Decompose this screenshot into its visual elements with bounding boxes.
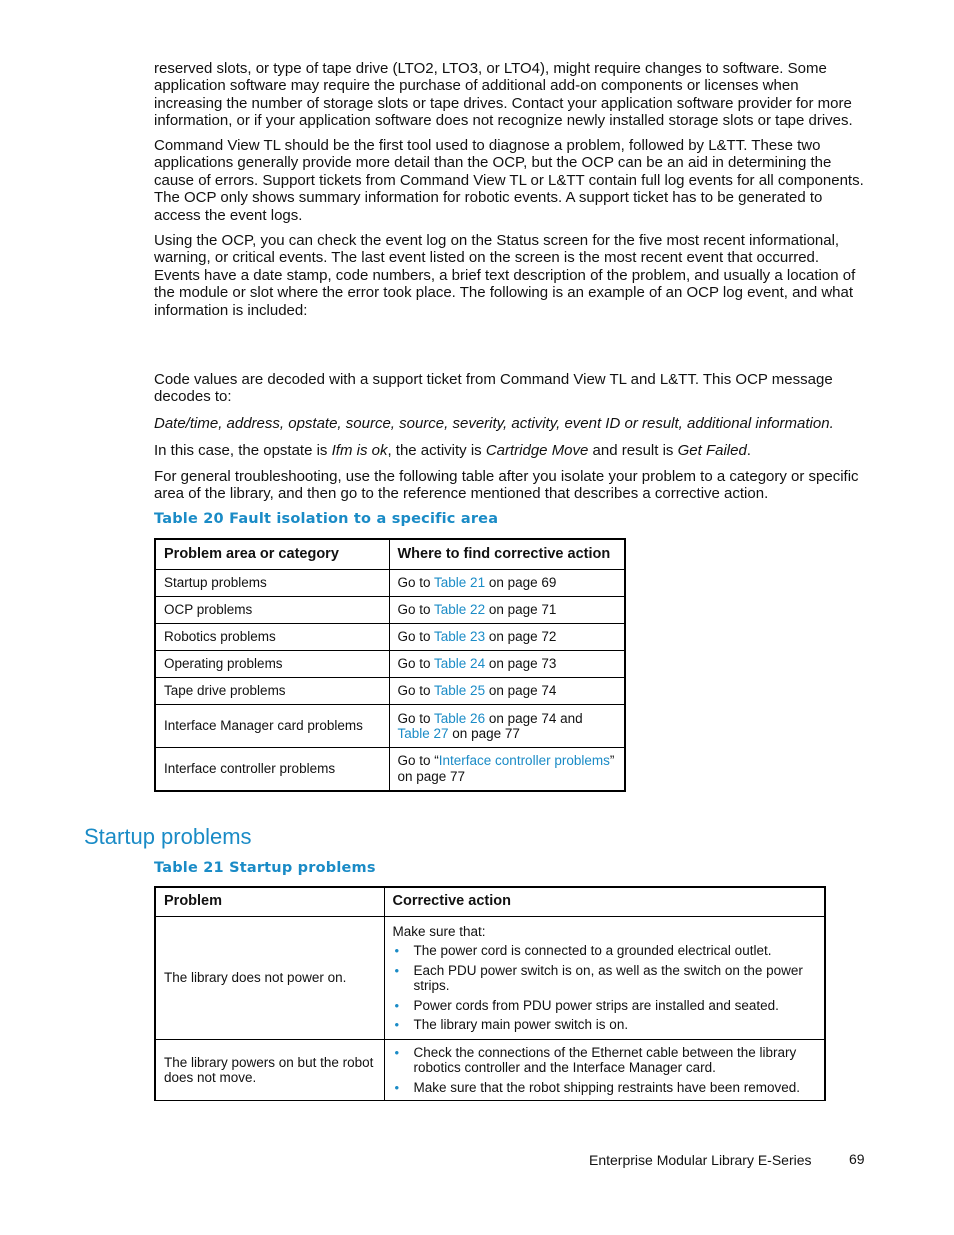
bullet-icon: • (394, 997, 400, 1013)
footer-document-title: Enterprise Modular Library E-Series (589, 1152, 812, 1168)
link-table-23[interactable]: Table 23 (434, 629, 486, 645)
header-problem: Problem (155, 887, 384, 917)
paragraph-software-changes: reserved slots, or type of tape drive (LTO2, LTO3, or LTO4), might require changes to software. Some application software may require the purchase of additional add-on components or licenses when increasing the number of storage slots or tape drives. Contact your application software provider for more information, or if your application software does not recognize newly installed storage slots or tape drives. (154, 60, 853, 130)
list-item (393, 1017, 817, 1033)
cell-problem: The library does not power on. (155, 917, 384, 1040)
opstate-text-c: , the activity is (387, 442, 486, 459)
table-row (155, 651, 625, 678)
list-item-text: Power cords from PDU power strips are installed and seated. (413, 997, 779, 1013)
bullet-icon: • (394, 943, 400, 958)
link-interface-controller-problems[interactable]: Interface controller problems (438, 753, 610, 769)
cell-reference (389, 748, 625, 791)
ref-suffix: on page 73 (485, 656, 557, 672)
startup-problems-table (154, 886, 826, 1101)
ref-suffix: ” on page 77 (397, 753, 615, 784)
header-corrective-action: Corrective action (384, 887, 825, 917)
ref-prefix: Go to (397, 710, 435, 726)
list-item (393, 1080, 817, 1096)
table-row (155, 678, 625, 705)
list-item (393, 998, 817, 1014)
ref-prefix: Go to (397, 656, 435, 672)
list-item-text: The library main power switch is on. (413, 1017, 629, 1032)
table-21-caption: Table 21 Startup problems (154, 860, 376, 876)
link-table-24[interactable]: Table 24 (434, 656, 486, 672)
opstate-value: Ifm is ok (331, 442, 388, 459)
list-item-text: The power cord is connected to a grounded electrical outlet. (413, 943, 772, 958)
paragraph-general-troubleshooting: For general troubleshooting, use the following table after you isolate your problem to a category or specific area of the library, and then go to the reference mentioned that describes a corrective action. (154, 468, 859, 503)
paragraph-ocp-event-log: Using the OCP, you can check the event log on the Status screen for the five most recent informational, warning, or critical events. The last event listed on the screen is the most recent event that occurred. Events have a date stamp, code numbers, a brief text description of the problem, and usually a location of the module or slot where the error took place. The following is an example of an OCP log event, and what information is included: (154, 232, 856, 319)
table-row (155, 624, 625, 651)
ref-suffix: on page 77 (448, 726, 520, 741)
ref-middle: on page 74 and (485, 710, 583, 726)
bullet-icon: • (394, 1079, 400, 1095)
table-row (155, 748, 625, 791)
table-header-row (155, 887, 825, 917)
cell-corrective-action (384, 917, 825, 1040)
action-intro: Make sure that: (392, 923, 486, 939)
ref-suffix: on page 71 (485, 602, 557, 618)
list-item (393, 943, 817, 959)
list-item-text: Make sure that the robot shipping restraints have been removed. (413, 1079, 800, 1095)
cell-area: Operating problems (155, 651, 389, 678)
paragraph-decode-fields: Date/time, address, opstate, source, source, severity, activity, event ID or result, additional information. (154, 415, 834, 432)
ref-suffix: on page 74 (485, 683, 557, 699)
list-item (393, 1045, 817, 1076)
footer-page-number: 69 (849, 1151, 865, 1167)
link-table-21[interactable]: Table 21 (434, 575, 486, 591)
cell-area: Interface Manager card problems (155, 705, 389, 748)
cell-area: OCP problems (155, 597, 389, 624)
action-list (393, 1045, 817, 1096)
ref-prefix: Go to (397, 602, 435, 618)
table-row (155, 570, 625, 597)
table-20-caption: Table 20 Fault isolation to a specific area (154, 511, 499, 527)
table-row (155, 597, 625, 624)
cell-reference (389, 705, 625, 748)
table-row (155, 917, 825, 1040)
ref-prefix: Go to “ (397, 753, 439, 769)
opstate-text-a: In this case, the opstate is (154, 442, 332, 459)
action-list (393, 943, 817, 1033)
cell-area: Startup problems (155, 570, 389, 597)
cell-corrective-action (384, 1040, 825, 1101)
cell-reference (389, 678, 625, 705)
cell-problem: The library powers on but the robot does not move. (155, 1040, 384, 1101)
section-heading-startup-problems: Startup problems (84, 824, 252, 849)
activity-value: Cartridge Move (485, 442, 589, 459)
result-value: Get Failed (677, 442, 747, 459)
table-header-row (155, 539, 625, 570)
cell-reference (389, 597, 625, 624)
cell-area: Tape drive problems (155, 678, 389, 705)
link-table-27[interactable]: Table 27 (397, 726, 449, 741)
list-item-text: Each PDU power switch is on, as well as the switch on the power strips. (413, 962, 803, 993)
opstate-text-g: . (746, 442, 751, 459)
cell-reference (389, 624, 625, 651)
paragraph-command-view: Command View TL should be the first tool used to diagnose a problem, followed by L&TT. These two applications generally provide more detail than the OCP, but the OCP can be an aid in determining the cause of errors. Support tickets from Command View TL or L&TT contain full log events for all components. The OCP only shows summary information for robotic events. A support ticket has to be generated to access the event logs. (154, 137, 864, 224)
cell-reference (389, 651, 625, 678)
bullet-icon: • (394, 962, 400, 978)
list-item (393, 963, 817, 994)
bullet-icon: • (394, 1017, 400, 1032)
link-table-26[interactable]: Table 26 (434, 710, 486, 726)
link-table-25[interactable]: Table 25 (434, 683, 486, 699)
ref-suffix: on page 69 (485, 575, 557, 591)
ref-suffix: on page 72 (485, 629, 557, 645)
fault-isolation-table (154, 538, 626, 792)
header-corrective-action-location: Where to find corrective action (389, 539, 625, 570)
table-row (155, 705, 625, 748)
paragraph-code-values: Code values are decoded with a support ticket from Command View TL and L&TT. This OCP message decodes to: (154, 371, 833, 406)
bullet-icon: • (394, 1044, 400, 1060)
ref-prefix: Go to (397, 683, 435, 699)
ref-prefix: Go to (397, 575, 435, 591)
opstate-text-e: and result is (588, 442, 678, 459)
header-problem-area: Problem area or category (155, 539, 389, 570)
list-item-text: Check the connections of the Ethernet cable between the library robotics controller and the Interface Manager card. (413, 1044, 797, 1076)
cell-area: Robotics problems (155, 624, 389, 651)
ref-prefix: Go to (397, 629, 435, 645)
link-table-22[interactable]: Table 22 (434, 602, 486, 618)
cell-area: Interface controller problems (155, 748, 389, 791)
table-row (155, 1040, 825, 1101)
paragraph-opstate-example (154, 442, 866, 459)
cell-reference (389, 570, 625, 597)
